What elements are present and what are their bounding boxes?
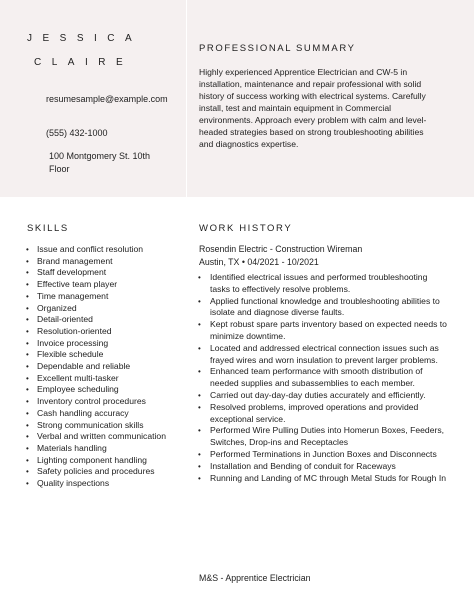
skill-item: • Organized (26, 303, 186, 315)
job-duties-list (198, 272, 448, 484)
skill-item: • Strong communication skills (26, 420, 186, 432)
skill-item: • Quality inspections (26, 478, 186, 490)
job-duty-item: • Applied functional knowledge and troubleshooting abilities to isolate and diagnose diverse faults. (198, 296, 448, 320)
professional-summary-heading: PROFESSIONAL SUMMARY (199, 43, 356, 54)
first-name: JESSICA (27, 33, 143, 44)
skill-item: • Employee scheduling (26, 384, 186, 396)
email-address: resumesample@example.com (46, 94, 168, 104)
job-title: Rosendin Electric - Construction Wireman (199, 244, 363, 254)
professional-summary-text: Highly experienced Apprentice Electrician and CW-5 in installation, maintenance and repair professional with solid history of success working with electrical systems. Carefully install, test and maintain equipment in Commercial environments. Approach every problem with calm and level-headed strategies based on strong troubleshooting abilities and diagnostics expertise. (199, 67, 427, 149)
skills-heading: SKILLS (27, 223, 69, 234)
job-duty-item: • Located and addressed electrical connection issues such as frayed wires and worn insulation to prevent larger problems. (198, 343, 448, 367)
skill-item: • Resolution-oriented (26, 326, 186, 338)
job-duty-item: • Identified electrical issues and performed troubleshooting tasks to effectively resolve problems. (198, 272, 448, 296)
job-location-dates: Austin, TX • 04/2021 - 10/2021 (199, 257, 319, 267)
column-divider (186, 0, 187, 613)
last-name: CLAIRE (34, 57, 134, 68)
skill-item: • Issue and conflict resolution (26, 244, 186, 256)
skills-list (26, 244, 186, 490)
job-duty-item: • Carried out day-day-day duties accurately and efficiently. (198, 390, 448, 402)
skill-item: • Detail-oriented (26, 314, 186, 326)
skill-item: • Dependable and reliable (26, 361, 186, 373)
skill-item: • Staff development (26, 267, 186, 279)
job-duty-item: • Kept robust spare parts inventory based on expected needs to minimize downtime. (198, 319, 448, 343)
skill-item: • Verbal and written communication (26, 431, 186, 443)
skill-item: • Lighting component handling (26, 455, 186, 467)
skill-item: • Effective team player (26, 279, 186, 291)
job-duty-item: • Running and Landing of MC through Metal Studs for Rough In (198, 473, 448, 485)
job-title-second: M&S - Apprentice Electrician (199, 573, 311, 583)
skill-item: • Materials handling (26, 443, 186, 455)
job-duty-item: • Enhanced team performance with smooth distribution of needed supplies and subassemblies to each member. (198, 366, 448, 390)
phone-number: (555) 432-1000 (46, 128, 108, 138)
skill-item: • Safety policies and procedures (26, 466, 186, 478)
job-duty-item: • Installation and Bending of conduit for Raceways (198, 461, 448, 473)
skill-item: • Time management (26, 291, 186, 303)
street-address: 100 Montgomery St. 10th Floor (49, 151, 151, 174)
job-duty-item: • Performed Terminations in Junction Boxes and Disconnects (198, 449, 448, 461)
skill-item: • Brand management (26, 256, 186, 268)
skill-item: • Cash handling accuracy (26, 408, 186, 420)
job-duty-item: • Performed Wire Pulling Duties into Homerun Boxes, Feeders, Switches, Drop-ins and Receptacles (198, 425, 448, 449)
skill-item: • Excellent multi-tasker (26, 373, 186, 385)
work-history-heading: WORK HISTORY (199, 223, 293, 234)
skill-item: • Invoice processing (26, 338, 186, 350)
skill-item: • Flexible schedule (26, 349, 186, 361)
job-duty-item: • Resolved problems, improved operations and provided exceptional service. (198, 402, 448, 426)
skill-item: • Inventory control procedures (26, 396, 186, 408)
